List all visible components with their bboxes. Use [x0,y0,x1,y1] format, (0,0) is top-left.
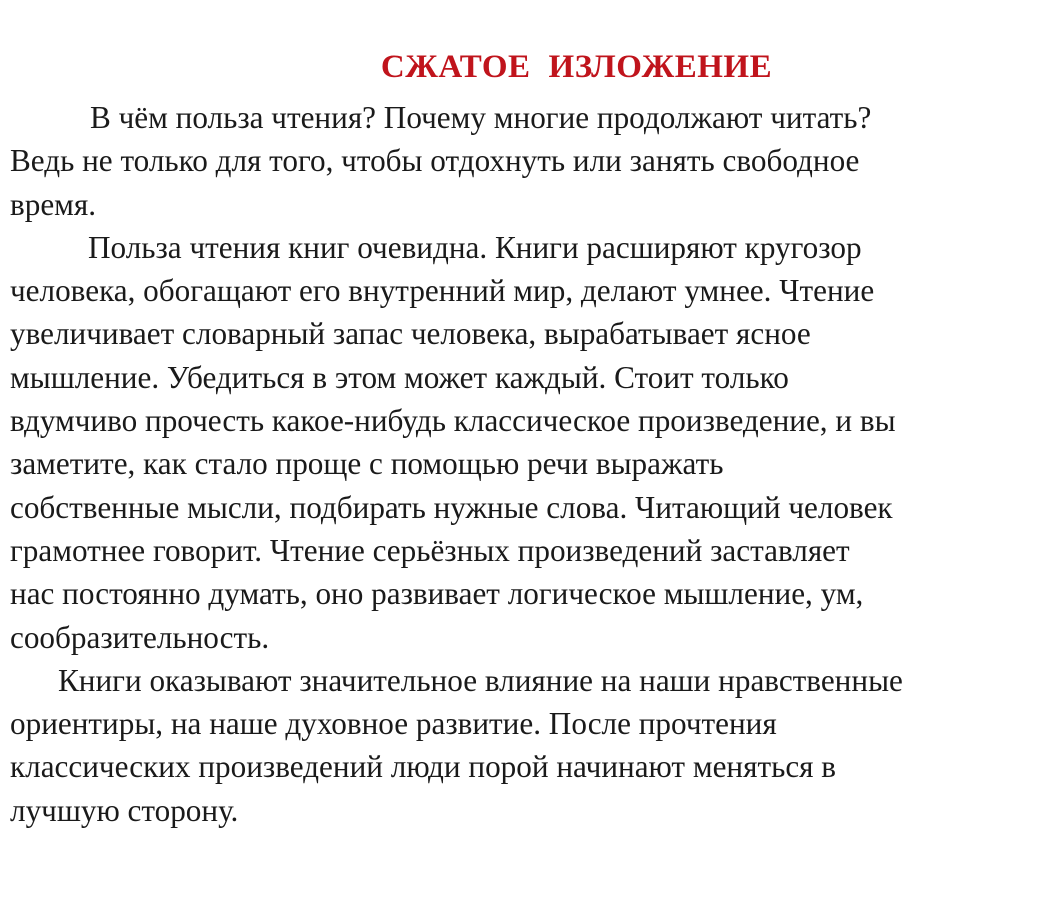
paragraph-line: В чём польза чтения? Почему многие продолжают читать? [90,100,872,135]
title-word-2: ИЗЛОЖЕНИЕ [548,49,773,85]
paragraph-3 [10,659,1043,832]
paragraph-line: человека, обогащают его внутренний мир, делают умнее. Чтение [10,273,875,309]
paragraph-line: Книги оказывают значительное влияние на наши нравственные [58,662,903,698]
paragraph-line: Польза чтения книг очевидна. Книги расширяют кругозор [88,229,862,265]
paragraph-line: Ведь не только для того, чтобы отдохнуть или занять свободное [10,143,860,179]
paragraph-line: ориентиры, на наше духовное развитие. После прочтения [10,706,777,742]
paragraph-line: вдумчиво прочесть какое-нибудь классическое произведение, и вы [10,403,896,439]
paragraph-line: заметите, как стало проще с помощью речи выражать [10,446,724,482]
document-title [110,38,1043,96]
paragraph-1 [10,96,1043,226]
paragraph-line: нас постоянно думать, оно развивает логическое мышление, ум, [10,576,864,612]
paragraph-line: сообразительность. [10,619,270,655]
paragraph-line: время. [10,186,97,222]
paragraph-line: лучшую сторону. [10,792,239,828]
paragraph-line: грамотнее говорит. Чтение серьёзных произведений заставляет [10,532,850,568]
paragraph-line: собственные мысли, подбирать нужные слова. Читающий человек [10,489,893,525]
paragraph-line: увеличивает словарный запас человека, вырабатывает ясное [10,316,811,352]
paragraph-line: классических произведений люди порой начинают меняться в [10,749,837,785]
paragraph-2 [10,226,1043,659]
title-word-1: СЖАТОЕ [380,49,531,85]
paragraph-line: мышление. Убедиться в этом может каждый. Стоит только [10,359,789,395]
